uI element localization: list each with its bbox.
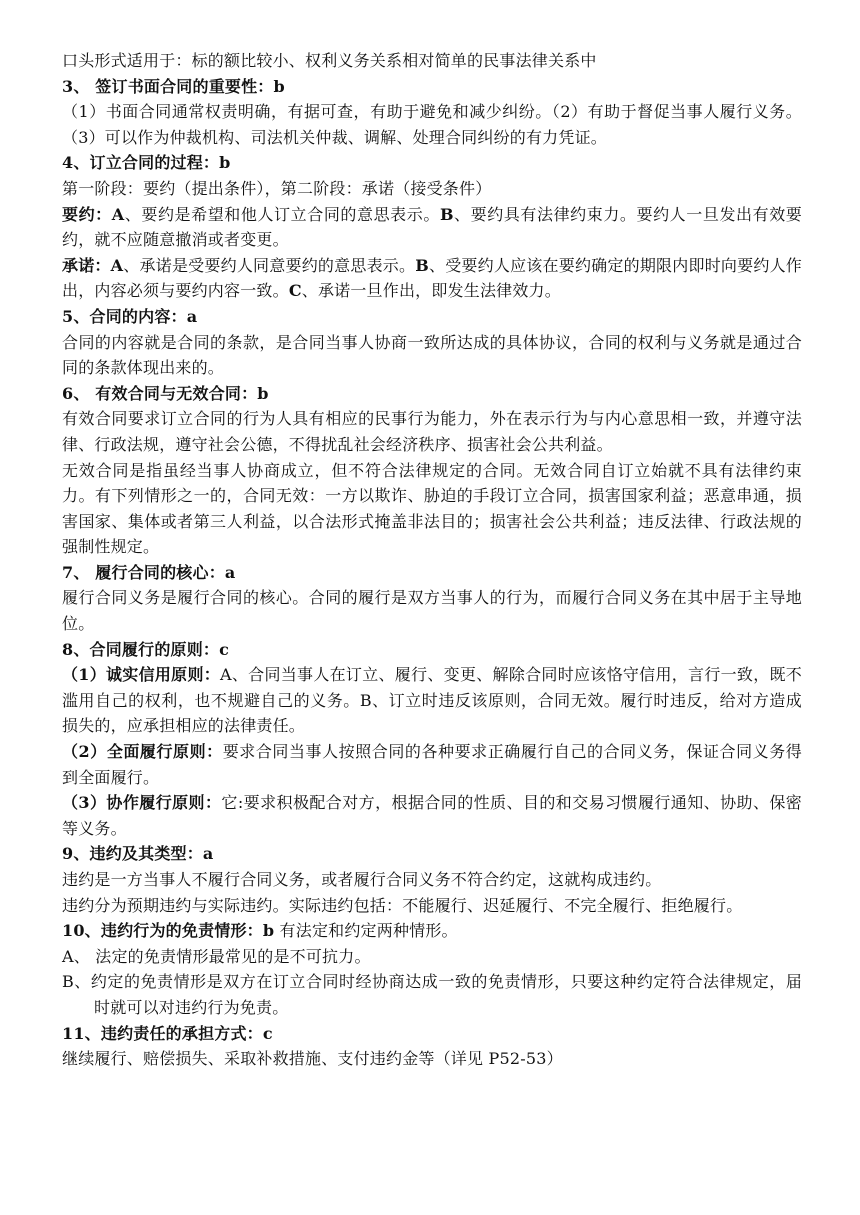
list-item: A、 法定的免责情形最常见的是不可抗力。 [62,946,371,966]
paragraph-lead-label: 承诺： [62,255,111,275]
paragraph-lead-label: （3）协作履行原则： [62,793,222,813]
paragraph-lead-label: 要约： [62,204,112,224]
list-item: B、约定的免责情形是双方在订立合同时经协商达成一致的免责情形，只要这种约定符合法律规定，届时就可以对违约行为免责。 [62,972,802,1017]
paragraph-segment: 、受要约人应该在要约确定的期限内即时向要约人作出，内容必须与要约内容一致。 [62,255,802,301]
labeled-paragraph [62,918,802,944]
section-heading: 3、 签订书面合同的重要性：b [62,76,285,96]
paragraph-segment: 它:要求积极配合对方，根据合同的性质、目的和交易习惯履行通知、协助、保密等义务。 [62,793,802,838]
paragraph-lead-label: 10、违约行为的免责情形：b [62,921,275,941]
section-heading: 11、违约责任的承担方式：c [62,1023,273,1043]
paragraph-segment: 要求合同当事人按照合同的各种要求正确履行自己的合同义务，保证合同义务得到全面履行。 [62,742,802,787]
paragraph-segment: B [415,255,429,275]
paragraph: 违约是一方当事人不履行合同义务，或者履行合同义务不符合约定，这就构成违约。 [62,870,662,889]
paragraph: 继续履行、赔偿损失、采取补救措施、支付违约金等（详见 P52-53） [62,1049,563,1069]
paragraph-lead-label: （2）全面履行原则： [62,742,223,762]
section-heading: 6、 有效合同与无效合同：b [62,383,269,403]
paragraph: 第一阶段：要约（提出条件），第二阶段：承诺（接受条件） [62,178,492,198]
paragraph-segment: A [111,204,125,224]
labeled-paragraph [62,790,802,841]
paragraph: 履行合同义务是履行合同的核心。合同的履行是双方当事人的行为，而履行合同义务在其中居于主导地位。 [62,588,802,634]
paragraph-segment: B [439,204,454,224]
section-heading: 9、违约及其类型：a [62,844,214,864]
labeled-paragraph [62,662,802,739]
paragraph: 有效合同要求订立合同的行为人具有相应的民事行为能力，外在表示行为与内心意思相一致，并遵守法律、行政法规，遵守社会公德，不得扰乱社会经济秩序、损害社会公共利益。 [62,409,802,454]
paragraph-lead-label: （1）诚实信用原则： [62,665,221,685]
paragraph: 无效合同是指虽经当事人协商成立，但不符合法律规定的合同。无效合同自订立始就不具有法律约束力。有下列情形之一的，合同无效：一方以欺诈、胁迫的手段订立合同，损害国家利益；恶意串通，损害国家、集体或者第三人利益，以合法形式掩盖非法目的；损害社会公共利益；违反法律、行政法规的强制性规定。 [62,460,802,557]
paragraph: 合同的内容就是合同的条款，是合同当事人协商一致所达成的具体协议，合同的权利与义务就是通过合同的条款体现出来的。 [62,332,802,378]
section-heading: 4、订立合同的过程：b [62,153,231,173]
paragraph-segment: 、要约具有法律约束力。要约人一旦发出有效要约，就不应随意撤消或者变更。 [62,204,802,250]
section-heading: 8、合同履行的原则：c [62,639,230,659]
labeled-paragraph [62,202,802,253]
paragraph-segment: A [110,255,124,275]
section-heading: 7、 履行合同的核心：a [62,562,236,582]
labeled-paragraph [62,739,802,790]
paragraph: （1）书面合同通常权责明确，有据可查，有助于避免和减少纠纷。（2）有助于督促当事人履行义务。（3）可以作为仲裁机构、司法机关仲裁、调解、处理合同纠纷的有力凭证。 [62,102,802,147]
paragraph-segment: C [288,281,302,301]
paragraph-segment: A、合同当事人在订立、履行、变更、解除合同时应该恪守信用，言行一致，既不滥用自己的权利，也不规避自己的义务。B、订立时违反该原则，合同无效。履行时违反，给对方造成损失的，应承担相应的法律责任。 [62,665,802,736]
document-page [62,48,802,1072]
section-heading: 5、合同的内容：a [62,306,198,326]
paragraph-segment: 、要约是希望和他人订立合同的意思表示。 [124,204,440,224]
paragraph-segment: 有法定和约定两种情形。 [274,921,458,941]
paragraph-segment: 、承诺是受要约人同意要约的意思表示。 [123,255,416,275]
paragraph-segment: 、承诺一旦作出，即发生法律效力。 [301,281,561,301]
paragraph: 口头形式适用于：标的额比较小、权利义务关系相对简单的民事法律关系中 [62,51,597,70]
paragraph: 违约分为预期违约与实际违约。实际违约包括：不能履行、迟延履行、不完全履行、拒绝履行。 [62,895,743,915]
labeled-paragraph [62,253,802,304]
